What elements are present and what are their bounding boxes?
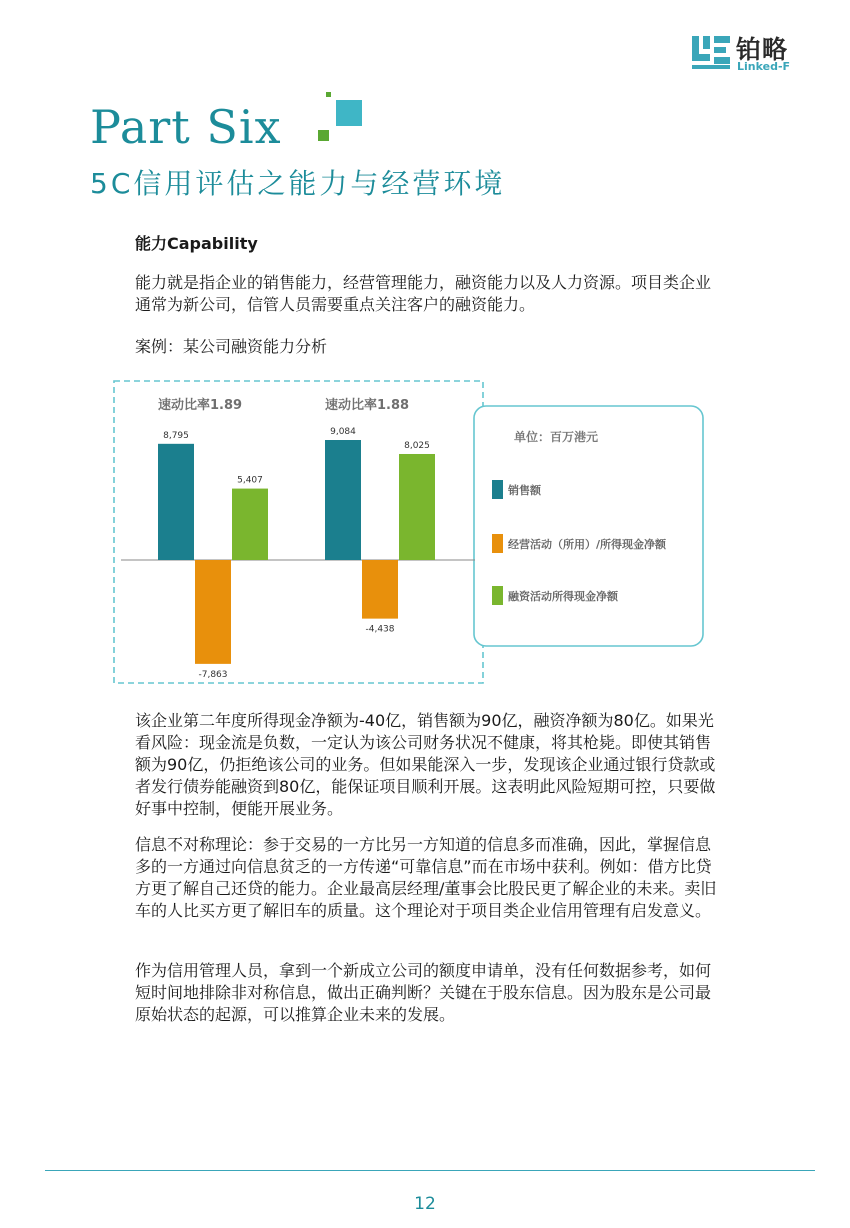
paragraph-analysis: 该企业第二年度所得现金净额为-40亿，销售额为90亿，融资净额为80亿。如果光看风险：现金流是负数，一定认为该公司财务状况不健康，将其枪毙。即使其销售额为90亿，仍拒绝该公司的业务。但如果能深入一步，发现该企业通过银行贷款或者发行债券能融资到80亿，能保证项目顺利开展。这表明此风险短期可控，只要做好事中控制，便能开展业务。: [135, 711, 716, 818]
section-heading: 能力Capability: [135, 234, 258, 253]
data-label: 5,407: [237, 475, 263, 486]
bar: [325, 440, 361, 560]
paragraph-capability: 能力就是指企业的销售能力，经营管理能力，融资能力以及人力资源。项目类企业通常为新公司，信管人员需要重点关注客户的融资能力。: [135, 273, 712, 314]
page-number: 12: [414, 1194, 436, 1214]
legend-label: 经营活动（所用）/所得现金净额: [508, 538, 667, 551]
legend-swatch: [492, 534, 503, 553]
category-label: 速动比率1.89: [158, 398, 243, 413]
paragraph-credit-manager: 作为信用管理人员，拿到一个新成立公司的额度申请单，没有任何数据参考，如何短时间地排除非对称信息，做出正确判断？关键在于股东信息。因为股东是公司最原始状态的起源，可以推算企业未来的发展。: [135, 961, 712, 1024]
footer-divider: [45, 1170, 815, 1171]
paragraph-information-asymmetry: 信息不对称理论：参于交易的一方比另一方知道的信息多而准确，因此，掌握信息多的一方通过向信息贫乏的一方传递“可靠信息”而在市场中获利。例如：借方比贷方更了解自己还贷的能力。企业最高层经理/董事会比股民更了解企业的未来。卖旧车的人比买方更了解旧车的质量。这个理论对于项目类企业信用管理有启发意义。: [135, 835, 717, 920]
legend-label: 销售额: [508, 484, 541, 497]
page-subtitle: 5C信用评估之能力与经营环境: [90, 167, 506, 200]
logo-name: 铂略: [736, 35, 789, 64]
company-logo: [692, 30, 817, 74]
part-title: Part Six: [90, 100, 282, 154]
bar: [195, 560, 231, 664]
decorative-squares-icon: [316, 90, 368, 146]
data-label: -7,863: [198, 669, 228, 680]
financing-capability-chart: [113, 380, 705, 686]
legend-label: 融资活动所得现金净额: [508, 590, 618, 603]
logo-subtext: Linked-F: [737, 60, 791, 73]
unit-label: 单位：百万港元: [514, 430, 599, 444]
bar: [362, 560, 398, 619]
bar: [399, 454, 435, 560]
bar: [232, 489, 268, 560]
legend-swatch: [492, 480, 503, 499]
category-label: 速动比率1.88: [325, 398, 410, 413]
legend-swatch: [492, 586, 503, 605]
data-label: -4,438: [365, 624, 395, 635]
data-label: 9,084: [330, 427, 356, 437]
chart-svg: [113, 380, 705, 686]
data-label: 8,795: [163, 430, 189, 441]
data-label: 8,025: [404, 440, 430, 451]
paragraph-case: 案例：某公司融资能力分析: [135, 337, 328, 356]
logo-mark-icon: [692, 32, 732, 72]
bar: [158, 444, 194, 560]
